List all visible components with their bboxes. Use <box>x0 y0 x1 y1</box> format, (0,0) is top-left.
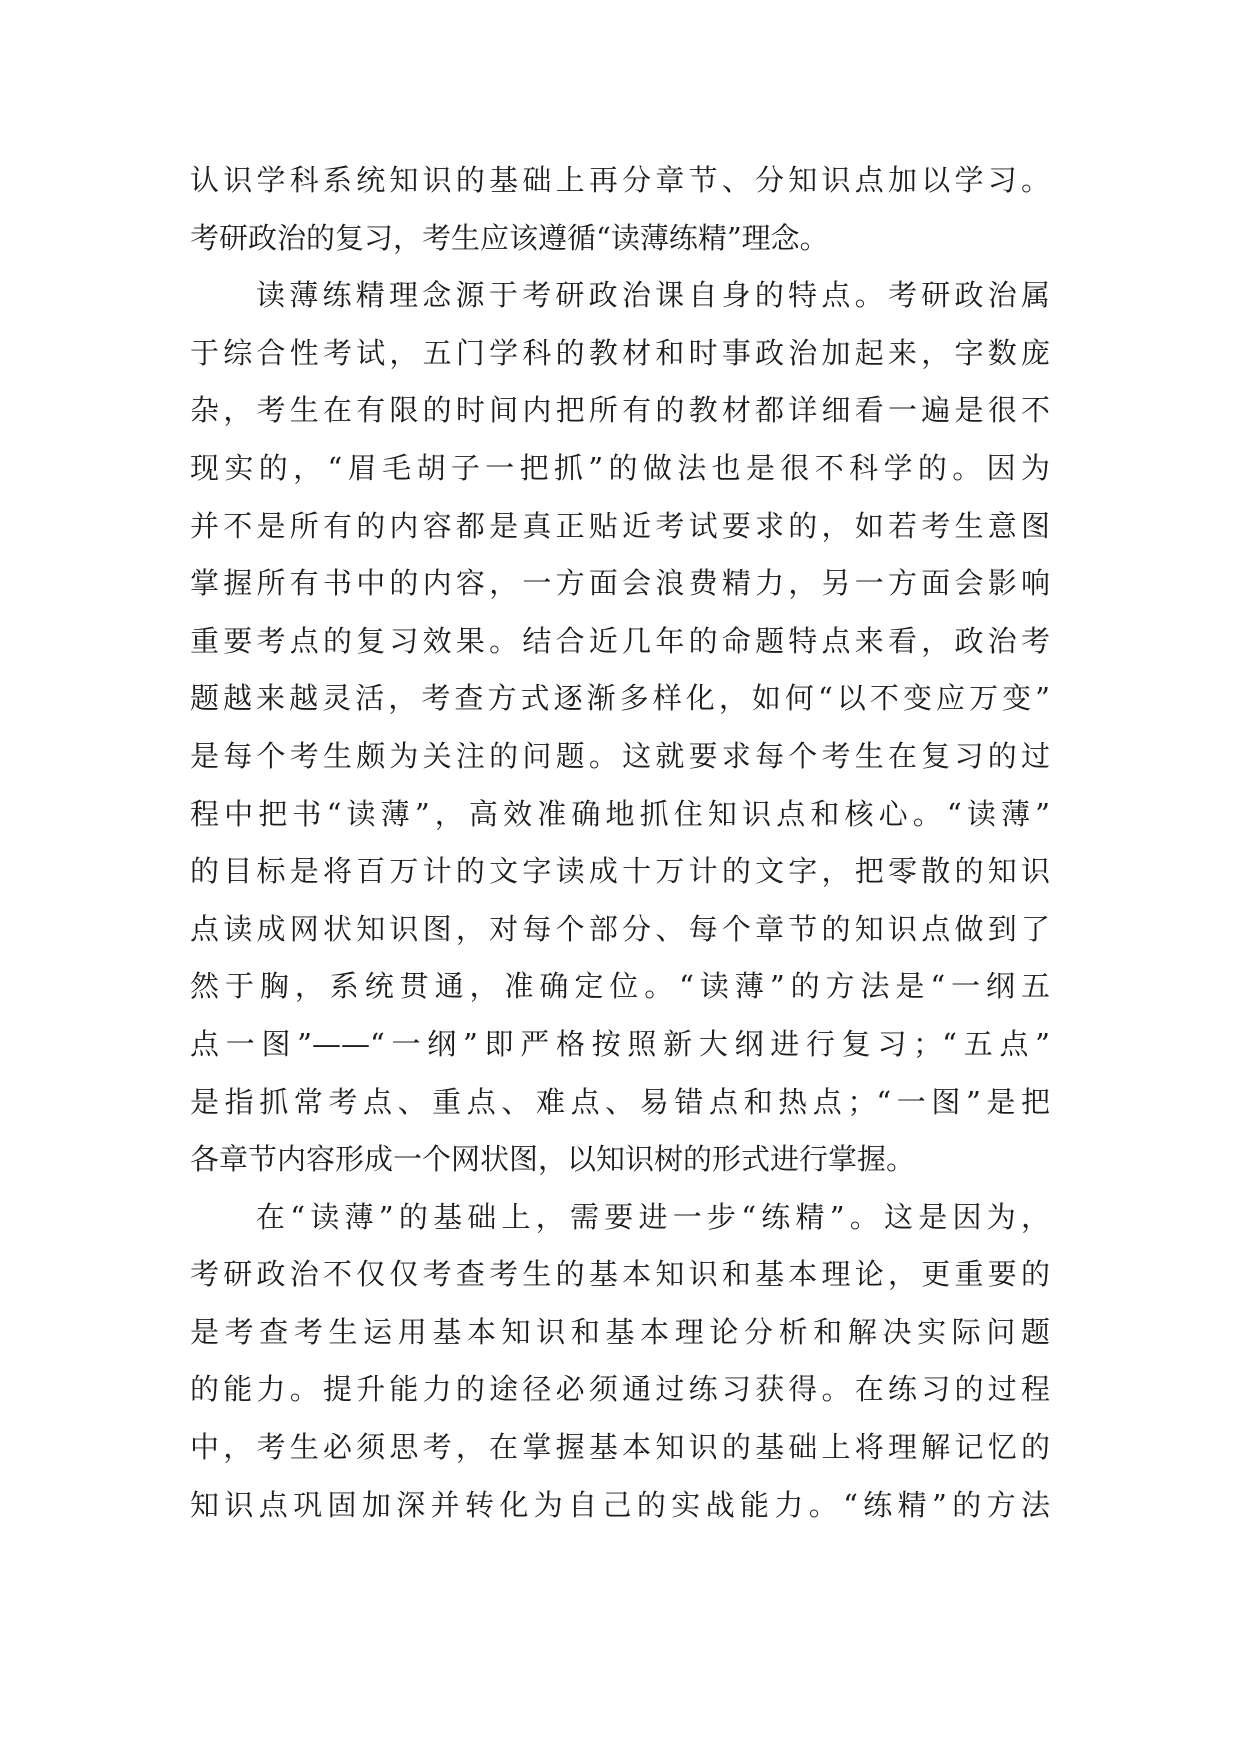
text-line: 读薄练精理念源于考研政治课自身的特点。考研政治属 <box>256 278 1050 313</box>
text-line: 于综合性考试，五门学科的教材和时事政治加起来，字数庞 <box>190 335 1050 370</box>
text-line: 是指抓常考点、重点、难点、易错点和热点；“一图”是把 <box>190 1084 1050 1119</box>
text-line: 认识学科系统知识的基础上再分章节、分知识点加以学习。 <box>190 163 1050 197</box>
text-line: 各章节内容形成一个网状图，以知识树的形式进行掌握。 <box>190 1142 916 1177</box>
text-line: 点读成网状知识图，对每个部分、每个章节的知识点做到了 <box>190 911 1050 946</box>
text-line: 程中把书“读薄”，高效准确地抓住知识点和核心。“读薄” <box>190 796 1050 831</box>
text-line: 考研政治不仅仅考查考生的基本知识和基本理论，更重要的 <box>190 1257 1050 1292</box>
body-text <box>190 152 1050 1534</box>
text-line: 然于胸，系统贯通，准确定位。“读薄”的方法是“一纲五 <box>190 969 1050 1004</box>
text-line: 的目标是将百万计的文字读成十万计的文字，把零散的知识 <box>190 854 1050 889</box>
text-line: 中，考生必须思考，在掌握基本知识的基础上将理解记忆的 <box>190 1430 1050 1465</box>
text-line: 是考查考生运用基本知识和基本理论分析和解决实际问题 <box>190 1314 1050 1349</box>
text-line: 知识点巩固加深并转化为自己的实战能力。“练精”的方法 <box>190 1487 1050 1522</box>
text-line: 题越来越灵活，考查方式逐渐多样化，如何“以不变应万变” <box>190 681 1050 716</box>
text-line: 现实的，“眉毛胡子一把抓”的做法也是很不科学的。因为 <box>190 450 1050 485</box>
text-line: 杂，考生在有限的时间内把所有的教材都详细看一遍是很不 <box>190 393 1050 428</box>
text-line: 掌握所有书中的内容，一方面会浪费精力，另一方面会影响 <box>190 566 1050 601</box>
text-line: 考研政治的复习，考生应该遵循“读薄练精”理念。 <box>190 220 829 255</box>
text-line: 重要考点的复习效果。结合近几年的命题特点来看，政治考 <box>190 623 1050 658</box>
text-line: 点一图”——“一纲”即严格按照新大纲进行复习；“五点” <box>190 1026 1050 1061</box>
text-line: 是每个考生颇为关注的问题。这就要求每个考生在复习的过 <box>190 738 1050 773</box>
text-line: 的能力。提升能力的途径必须通过练习获得。在练习的过程 <box>190 1372 1050 1407</box>
text-line: 在“读薄”的基础上，需要进一步“练精”。这是因为， <box>256 1199 1050 1234</box>
text-line: 并不是所有的内容都是真正贴近考试要求的，如若考生意图 <box>190 508 1050 543</box>
